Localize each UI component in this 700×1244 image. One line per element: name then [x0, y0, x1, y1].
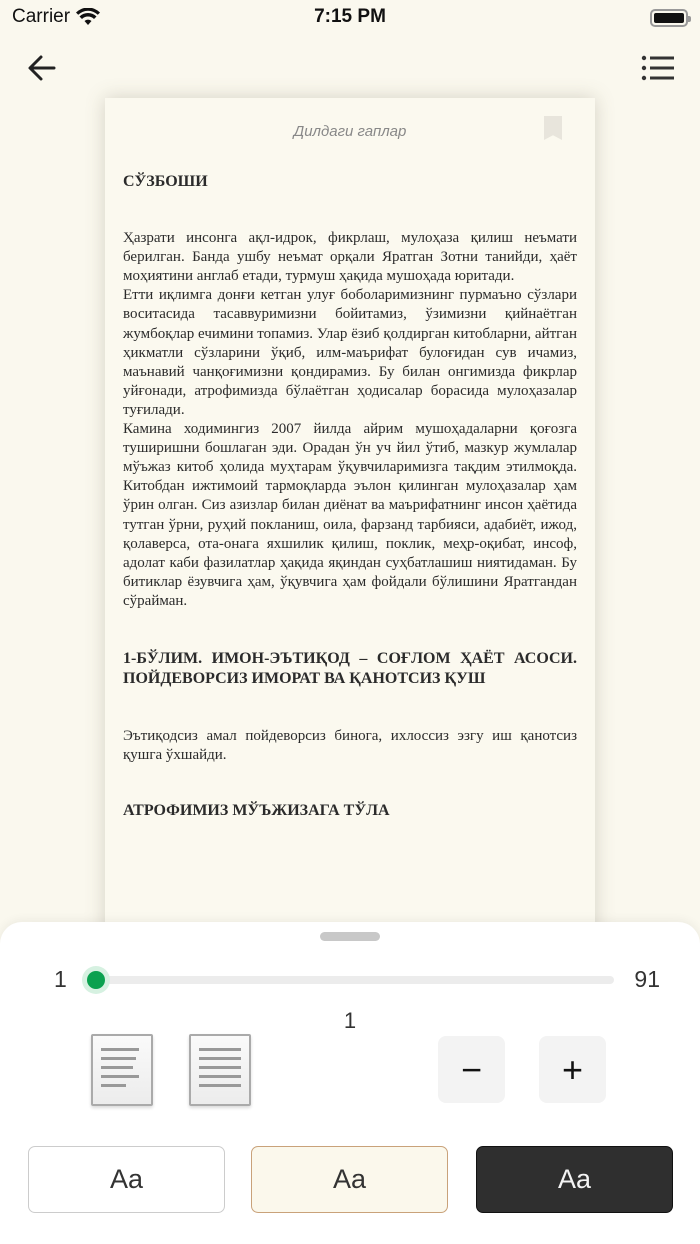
page-slider[interactable] [96, 976, 614, 984]
status-bar [0, 0, 700, 36]
align-justify-icon [199, 1048, 241, 1087]
section-heading: СЎЗБОШИ [123, 173, 208, 190]
table-of-contents-button[interactable] [640, 50, 676, 86]
arrow-left-icon [24, 50, 60, 86]
carrier-label: Carrier [12, 6, 71, 27]
slider-max-label: 91 [634, 966, 660, 992]
list-icon [640, 50, 676, 86]
book-page[interactable] [105, 98, 595, 938]
slider-min-label: 1 [54, 966, 67, 992]
decrease-font-button[interactable]: − [438, 1036, 505, 1103]
current-page: 1 [343, 1008, 357, 1033]
theme-white-button[interactable]: Aa [28, 1146, 225, 1213]
battery-full-icon [650, 9, 688, 27]
increase-font-button[interactable]: + [539, 1036, 606, 1103]
paragraph: Камина ходимингиз 2007 йилда айрим мушоҳадаларни қоғозга туширишни бошлаган эди. Орадан ўн уч йил ўтиб, мазкур жумлалар мўъжаз китоб ҳолида муҳтарам ўқувчиларимизга тақдим этилмоқда. Китобдан ижтимоий тармоқларда эълон қилинган мулоҳазалар ҳам ўрин олган. Сиз азизлар билан диёнат ва маърифатнинг инсон ҳаётида тутган ўрни, руҳий покланиш, оила, фарзанд тарбияси, адабиёт, ижод, қолаверса, ота-онага яхшилик қилиш, поклик, меҳр-оқибат, инсоф, адолат каби фазилатлар ҳақида яқиндан суҳбатлашиш ниятидаман. Бу битиклар ёзувчига ҳам, ўқувчига ҳам фойдали бўлишини Яратгандан сўрайман. [123, 421, 577, 609]
theme-dark-button[interactable]: Aa [476, 1146, 673, 1213]
theme-sepia-button[interactable]: Aa [251, 1146, 448, 1213]
page-slider-thumb[interactable] [82, 966, 110, 994]
sheet-grabber[interactable] [320, 932, 380, 941]
reader-settings-sheet [0, 922, 700, 1244]
page-content [123, 172, 577, 820]
book-title: Дилдаги гаплар [293, 123, 407, 140]
align-left-icon [101, 1048, 143, 1087]
paragraph: Ҳазрати инсонга ақл-идрок, фикрлаш, мулоҳаза қилиш неъмати берилган. Банда ушбу неъмат орқали Яратган Зотни танийди, ҳаёт моҳиятини англаб етади, турмуш ҳақида мушоҳада юритади. [123, 230, 577, 285]
paragraph: Эътиқодсиз амал пойдеворсиз бинога, ихлоссиз эзгу иш қанотсиз қушга ўхшайди. [123, 727, 577, 764]
align-justify-button[interactable] [189, 1034, 251, 1106]
back-button[interactable] [24, 50, 60, 86]
subheading: АТРОФИМИЗ МЎЪЖИЗАГА ТЎЛА [123, 802, 390, 820]
paragraph: Етти иқлимга донғи кетган улуғ боболаримизнинг пурмаъно сўзлари воситасида тасаввуримизни бойитамиз, ўзимизни қийнаётган жумбоқлар ечимини топамиз. Улар ёзиб қолдирган китобларни, айтган ҳикматли сўзларини ўқиб, илм-маърифат булоғидан сув ичамиз, маънавий чанқоғимизни қондирамиз. Бу билан онгимизда фикрлар уйғонади, атрофимизда бўлаётган ҳодисалар борасида мулоҳазалар туғилади. [123, 287, 577, 418]
clock: 7:15 PM [314, 6, 386, 27]
chapter-heading: 1-БЎЛИМ. ИМОН-ЭЪТИҚОД – СОҒЛОМ ҲАЁТ АСОСИ. ПОЙДЕВОРСИЗ ИМОРАТ ВА ҚАНОТСИЗ ҚУШ [123, 649, 577, 687]
align-left-button[interactable] [91, 1034, 153, 1106]
